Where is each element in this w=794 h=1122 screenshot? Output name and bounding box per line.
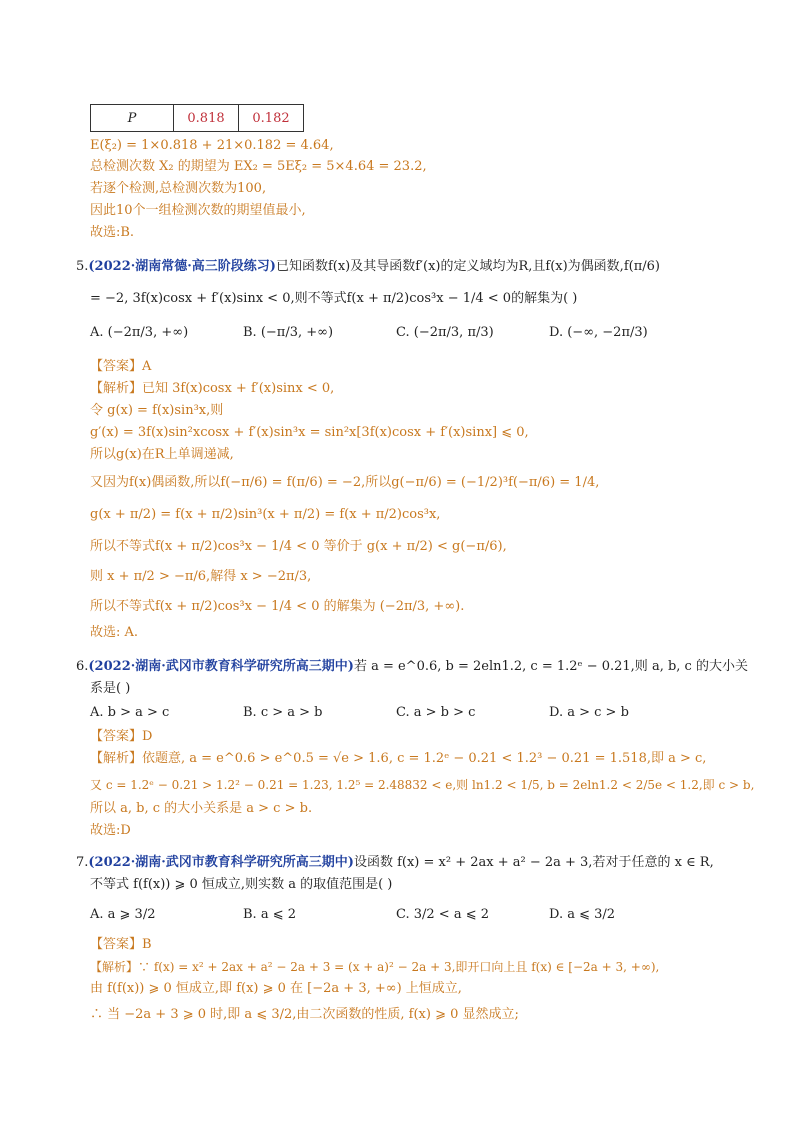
question-text: 已知函数f(x)及其导函数f′(x)的定义域均为R,且f(x)为偶函数,f(π/6) [275, 259, 660, 274]
solution-line: 总检测次数 X₂ 的期望为 EX₂ = 5Eξ₂ = 5×4.64 = 23.2, [90, 159, 427, 174]
option-b: B. a ⩽ 2 [243, 907, 296, 922]
analysis-line: 又因为f(x)偶函数,所以f(−π/6) = f(π/6) = −2,所以g(−π/6) = (−1/2)³f(−π/6) = 1/4, [90, 475, 600, 490]
solution-line: 若逐个检测,总检测次数为100, [90, 181, 267, 196]
option-c: C. a > b > c [396, 705, 476, 720]
solution-line: E(ξ₂) = 1×0.818 + 21×0.182 = 4.64, [90, 138, 334, 153]
question-text: = −2, 3f(x)cosx + f′(x)sinx < 0,则不等式f(x + π/2)cos³x − 1/4 < 0的解集为( ) [90, 291, 578, 306]
table-value-cell: 0.818 [174, 105, 239, 132]
option-b: B. c > a > b [243, 705, 323, 720]
analysis-line: 【解析】已知 3f(x)cosx + f′(x)sinx < 0, [90, 381, 335, 396]
analysis-line: 所以g(x)在R上单调递减, [90, 447, 234, 462]
question-7-stem [76, 854, 714, 872]
question-number: 7. [76, 855, 89, 870]
question-6-stem [76, 658, 748, 676]
analysis-line: 令 g(x) = f(x)sin³x,则 [90, 403, 224, 418]
question-source: (2022·湖南·武冈市教育科学研究所高三期中) [88, 855, 354, 870]
analysis-line: 故选:D [90, 823, 131, 838]
option-d: D. a ⩽ 3/2 [549, 907, 616, 922]
option-a: A. b > a > c [90, 705, 170, 720]
table-header-cell: P [91, 105, 174, 132]
probability-table [90, 104, 304, 132]
question-5-stem [76, 258, 660, 276]
option-c: C. 3/2 < a ⩽ 2 [396, 907, 490, 922]
option-a: A. (−2π/3, +∞) [90, 325, 189, 340]
analysis-line: 所以不等式f(x + π/2)cos³x − 1/4 < 0 等价于 g(x + π/2) < g(−π/6), [90, 539, 507, 554]
question-text: 不等式 f(f(x)) ⩾ 0 恒成立,则实数 a 的取值范围是( ) [90, 877, 393, 892]
answer-label: 【答案】A [90, 359, 152, 374]
analysis-line: 所以 a, b, c 的大小关系是 a > c > b. [90, 801, 313, 816]
analysis-line: g(x + π/2) = f(x + π/2)sin³(x + π/2) = f(x + π/2)cos³x, [90, 507, 441, 522]
option-d: D. (−∞, −2π/3) [549, 325, 648, 340]
question-number: 5. [76, 259, 89, 274]
question-text: 系是( ) [90, 681, 131, 696]
analysis-line: g′(x) = 3f(x)sin²xcosx + f′(x)sin³x = sin²x[3f(x)cosx + f′(x)sinx] ⩽ 0, [90, 425, 529, 440]
solution-line: 故选:B. [90, 225, 135, 240]
analysis-line: ∴ 当 −2a + 3 ⩾ 0 时,即 a ⩽ 3/2,由二次函数的性质, f(x) ⩾ 0 显然成立; [90, 1007, 519, 1022]
option-a: A. a ⩾ 3/2 [90, 907, 156, 922]
table-row [91, 105, 304, 132]
option-d: D. a > c > b [549, 705, 629, 720]
question-text: 若 a = e^0.6, b = 2eln1.2, c = 1.2ᵉ − 0.21,则 a, b, c 的大小关 [353, 659, 748, 674]
question-source: (2022·湖南·武冈市教育科学研究所高三期中) [88, 659, 354, 674]
analysis-line: 【解析】依题意, a = e^0.6 > e^0.5 = √e > 1.6, c = 1.2ᵉ − 0.21 < 1.2³ − 0.21 = 1.518,即 a > c, [90, 751, 707, 766]
table-value-cell: 0.182 [239, 105, 304, 132]
analysis-line: 又 c = 1.2ᵉ − 0.21 > 1.2² − 0.21 = 1.23, 1.2⁵ = 2.48832 < e,则 ln1.2 < 1/5, b = 2eln1.2 < 2/5e < 1.2,即 c > b, [90, 778, 755, 792]
question-number: 6. [76, 659, 89, 674]
analysis-line: 由 f(f(x)) ⩾ 0 恒成立,即 f(x) ⩾ 0 在 [−2a + 3, +∞) 上恒成立, [90, 981, 462, 996]
option-b: B. (−π/3, +∞) [243, 325, 334, 340]
analysis-line: 【解析】∵ f(x) = x² + 2ax + a² − 2a + 3 = (x + a)² − 2a + 3,即开口向上且 f(x) ∈ [−2a + 3, +∞), [90, 960, 660, 974]
solution-line: 因此10个一组检测次数的期望值最小, [90, 203, 306, 218]
answer-label: 【答案】D [90, 729, 153, 744]
analysis-line: 故选: A. [90, 625, 139, 640]
question-source: (2022·湖南常德·高三阶段练习) [88, 259, 276, 274]
answer-label: 【答案】B [90, 937, 152, 952]
analysis-line: 则 x + π/2 > −π/6,解得 x > −2π/3, [90, 569, 312, 584]
question-text: 设函数 f(x) = x² + 2ax + a² − 2a + 3,若对于任意的 x ∈ R, [353, 855, 714, 870]
analysis-line: 所以不等式f(x + π/2)cos³x − 1/4 < 0 的解集为 (−2π/3, +∞). [90, 599, 465, 614]
option-c: C. (−2π/3, π/3) [396, 325, 494, 340]
